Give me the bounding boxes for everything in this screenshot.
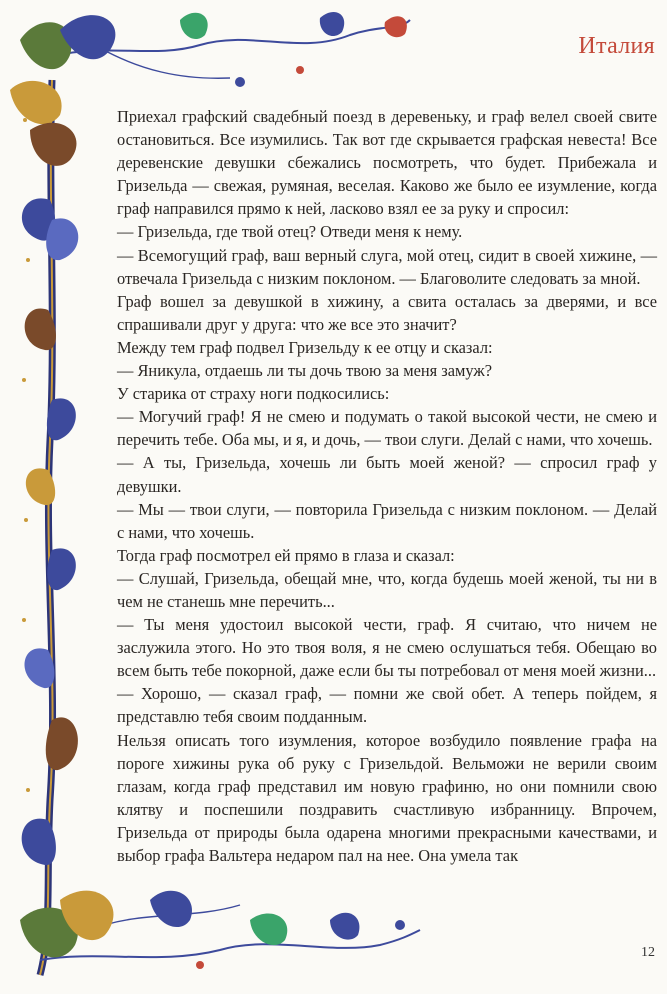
paragraph: Нельзя описать того изумления, которое возбудило появление графа на пороге хижины рука об руку с Гризельдой. Вельможи не верили своим глазам, когда граф представил им новую графиню, но они помнили свою клятву и поспешили поздравить счастливую избранницу. Впрочем, Гризельда от природы была одарена многими прекрасными качествами, и выбор графа Вальтера недаром пал на нее. Она умела так (117, 730, 657, 865)
page-number: 12 (641, 945, 655, 960)
paragraph: — Всемогущий граф, ваш верный слуга, мой отец, сидит в своей хижине, — отвечала Гризельда с низким поклоном. — Благоволите следовать за мной. (117, 245, 657, 288)
paragraph: — А ты, Гризельда, хочешь ли быть моей женой? — спросил граф у девушки. (117, 453, 657, 496)
paragraph: У старика от страху ноги подкосились: (117, 384, 390, 404)
paragraph: Между тем граф подвел Гризельду к ее отцу и сказал: (117, 337, 493, 357)
paragraph: Тогда граф посмотрел ей прямо в глаза и сказал: (117, 545, 455, 565)
body-text (117, 105, 657, 867)
paragraph: — Хорошо, — сказал граф, — помни же свой обет. А теперь пойдем, я представлю тебя своим подданным. (117, 684, 657, 727)
paragraph: — Ты меня удостоил высокой чести, граф. Я считаю, что ничем не заслужила этого. Но это твоя воля, я не смею ослушаться тебя. Обещаю во всем быть тебе покорной, даже если бы ты потребовал от меня моей жизни... (117, 615, 657, 681)
paragraph: — Мы — твои слуги, — повторила Гризельда с низким поклоном. — Делай с нами, что хочешь. (117, 499, 657, 542)
paragraph: — Гризельда, где твой отец? Отведи меня к нему. (117, 222, 463, 242)
paragraph: Граф вошел за девушкой в хижину, а свита осталась за дверями, и все спрашивали друг у друга: что же все это значит? (117, 291, 657, 334)
paragraph: — Яникула, отдаешь ли ты дочь твою за меня замуж? (117, 361, 493, 381)
paragraph: Приехал графский свадебный поезд в деревеньку, и граф велел своей свите остановиться. Все изумились. Так вот где скрывается графская невеста! Все деревенские девушки сбежались посмотреть, что будет. Прибежала и Гризельда — свежая, румяная, веселая. Каково же было ее изумление, когда граф направился прямо к ней, ласково взял ее за руку и спросил: (117, 107, 657, 219)
paragraph: — Слушай, Гризельда, обещай мне, что, когда будешь моей женой, ты ни в чем не станешь мне перечить... (117, 568, 657, 611)
section-title: Италия (578, 33, 655, 59)
paragraph: — Могучий граф! Я не смею и подумать о такой высокой чести, не смею и перечить тебе. Оба мы, и я, и дочь, — твои слуги. Делай с нами, что хочешь. (117, 407, 657, 450)
